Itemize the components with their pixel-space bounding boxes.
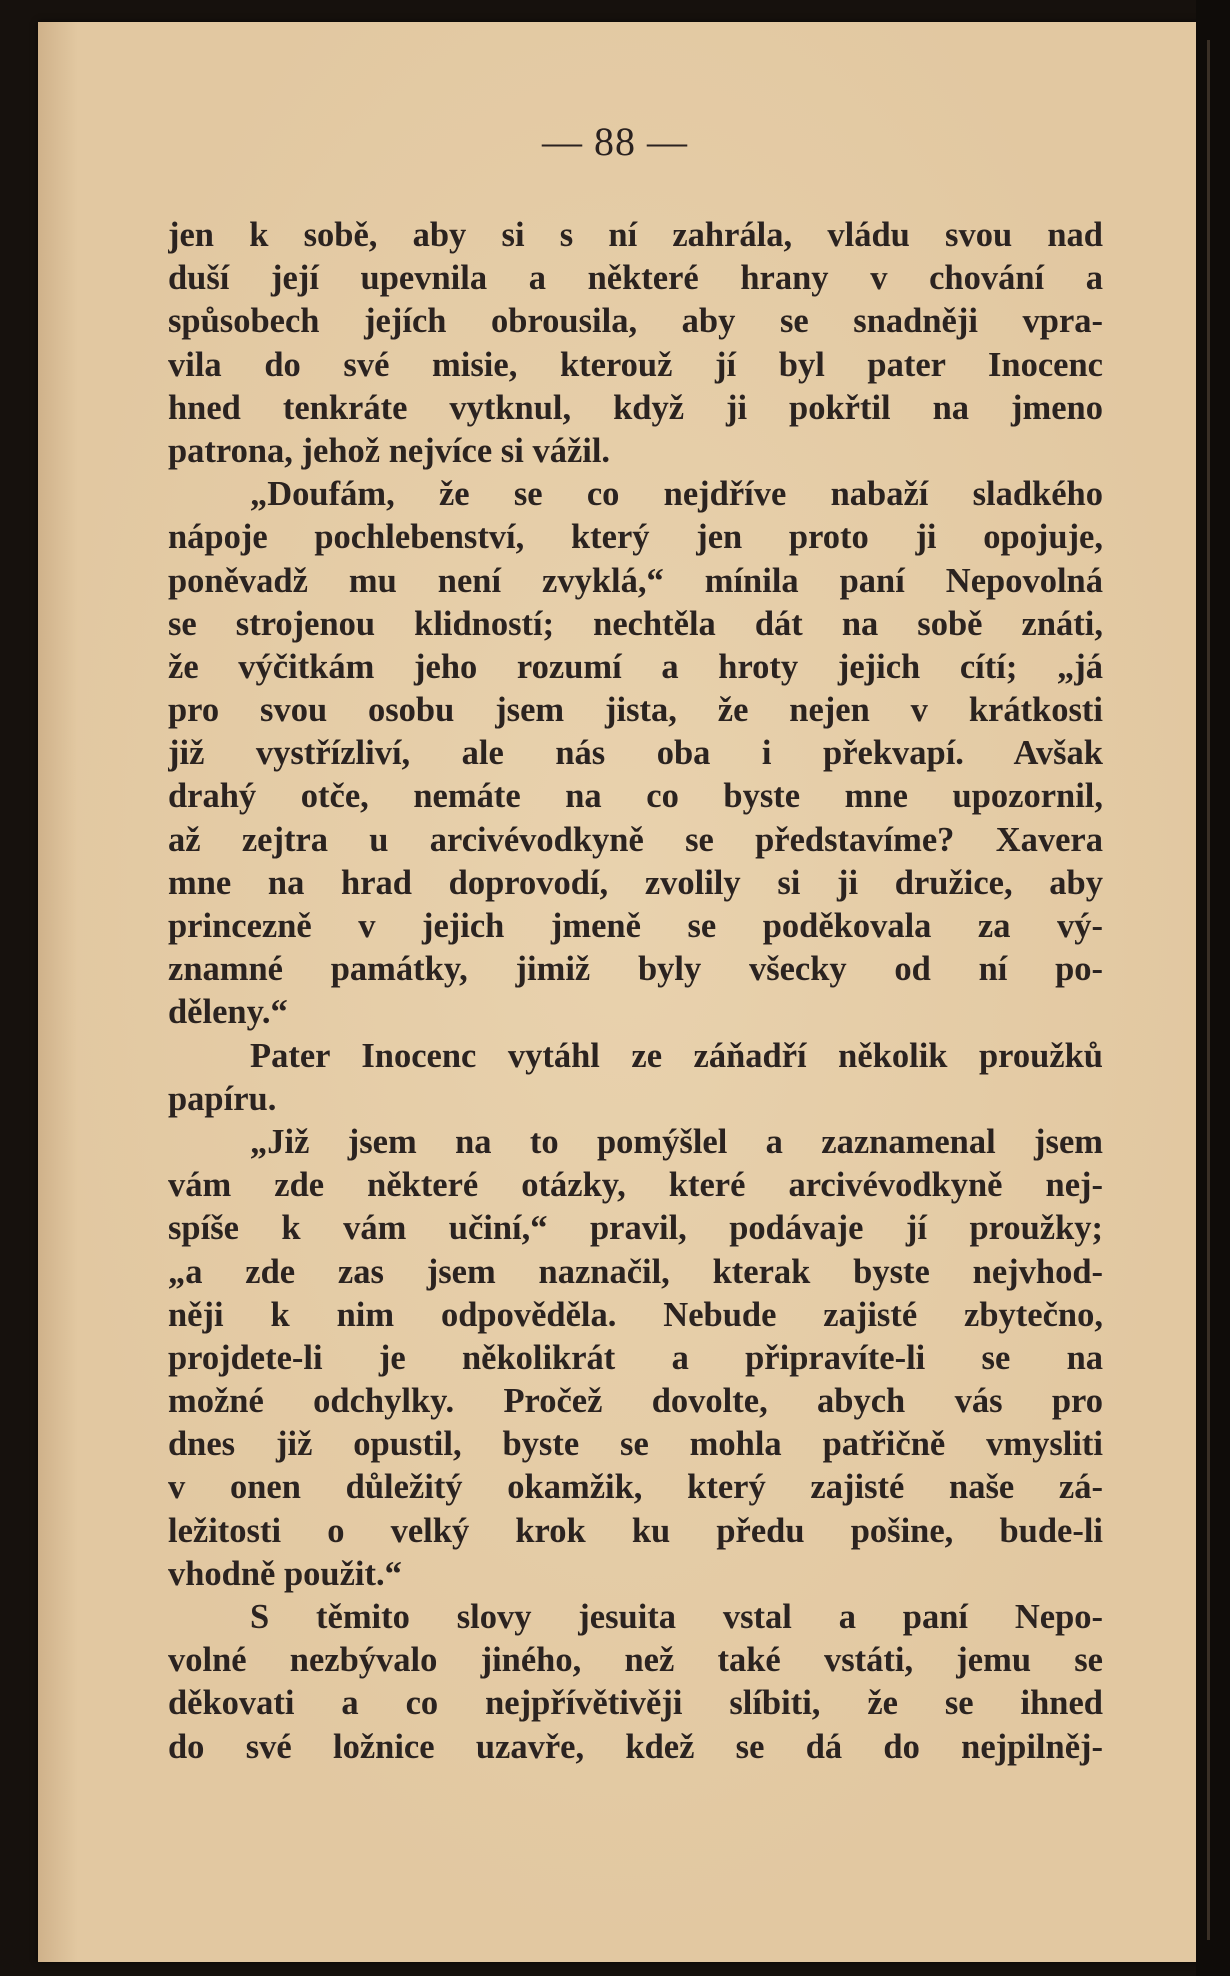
text-line: pro svou osobu jsem jista, že nejen v krátkosti [168, 691, 1103, 730]
text-line: papíru. [168, 1079, 277, 1118]
text-line: Pater Inocenc vytáhl ze záňadří několik proužků [250, 1036, 1103, 1075]
text-line: ležitosti o velký krok ku předu pošine, bude-li [168, 1511, 1103, 1550]
text-line: znamné památky, jimiž byly všecky od ní po- [168, 950, 1103, 989]
body-text [168, 214, 1103, 1769]
text-line: hned tenkráte vytknul, když ji pokřtil na jmeno [168, 388, 1103, 427]
text-line: až zejtra u arcivévodkyně se představíme? Xavera [168, 820, 1103, 859]
text-line: „a zde zas jsem naznačil, kterak byste nejvhod- [168, 1252, 1103, 1291]
text-line: děleny.“ [168, 993, 288, 1032]
text-line: S těmito slovy jesuita vstal a paní Nepo- [250, 1598, 1103, 1636]
text-line: vila do své misie, kterouž jí byl pater Inocenc [168, 345, 1103, 384]
text-line: spůsobech jejích obrousila, aby se snadněji vpra- [168, 302, 1103, 341]
text-line: mne na hrad doprovodí, zvolily si ji družice, aby [168, 863, 1103, 902]
text-line: poněvadž mu není zvyklá,“ mínila paní Nepovolná [168, 561, 1103, 600]
text-line: spíše k vám učiní,“ pravil, podávaje jí proužky; [168, 1209, 1103, 1248]
text-line: „Již jsem na to pomýšlel a zaznamenal jsem [250, 1122, 1103, 1161]
text-line: patrona, jehož nejvíce si vážil. [168, 431, 611, 470]
text-line: se strojenou klidností; nechtěla dát na sobě znáti, [168, 604, 1103, 643]
text-line: možné odchylky. Pročež dovolte, abych vás pro [168, 1382, 1103, 1421]
text-line: drahý otče, nemáte na co byste mne upozornil, [168, 777, 1103, 816]
spine-line [1207, 40, 1210, 1940]
text-line: jen k sobě, aby si s ní zahrála, vládu svou nad [168, 216, 1103, 254]
page-number: — 88 — [542, 119, 688, 164]
text-line: princezně v jejich jmeně se poděkovala za vý- [168, 907, 1103, 945]
text-line: něji k nim odpověděla. Nebude zajisté zbytečno, [168, 1295, 1103, 1334]
book-gutter [1196, 0, 1230, 1976]
text-line: vhodně použit.“ [168, 1554, 402, 1593]
text-line: již vystřízliví, ale nás oba i překvapí. Avšak [168, 734, 1103, 773]
text-line: v onen důležitý okamžik, který zajisté naše zá- [168, 1468, 1103, 1507]
text-line: vám zde některé otázky, které arcivévodkyně nej- [168, 1166, 1103, 1205]
text-line: projdete-li je několikrát a připravíte-li se na [168, 1338, 1103, 1377]
text-line: „Doufám, že se co nejdříve nabaží sladkého [250, 475, 1103, 514]
text-line: nápoje pochlebenství, který jen proto ji opojuje, [168, 518, 1103, 557]
text-line: duší její upevnila a některé hrany v chování a [168, 259, 1103, 298]
text-line: děkovati a co nejpřívětivěji slíbiti, že se ihned [168, 1684, 1103, 1723]
text-line: volné nezbývalo jiného, než také vstáti, jemu se [168, 1641, 1103, 1680]
text-line: že výčitkám jeho rozumí a hroty jejich cítí; „já [168, 647, 1103, 686]
text-line: do své ložnice uzavře, kdež se dá do nejpilněj- [168, 1727, 1103, 1766]
text-line: dnes již opustil, byste se mohla patřičně vmysliti [168, 1425, 1103, 1464]
